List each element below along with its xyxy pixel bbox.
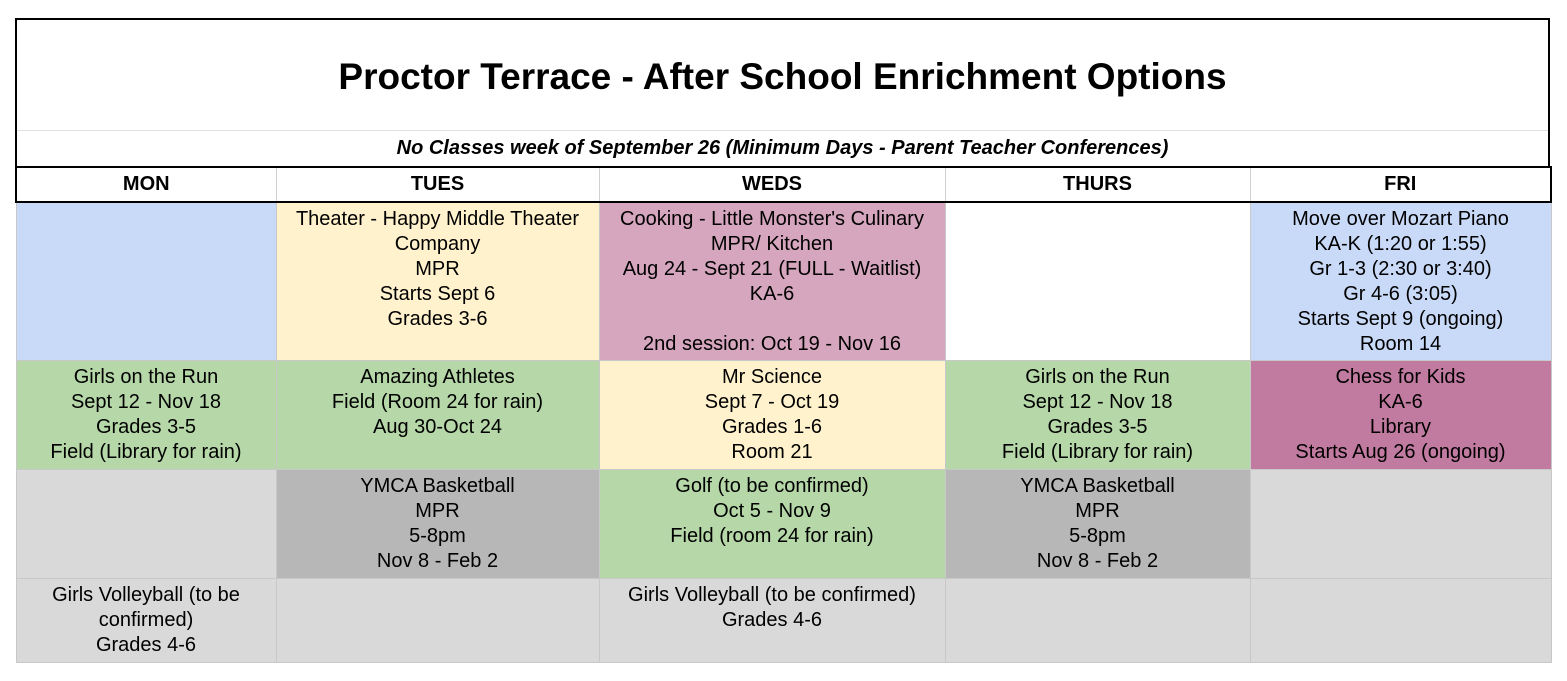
schedule-row: [16, 361, 1551, 470]
activity-cell[interactable]: [945, 579, 1250, 663]
day-header-row: [16, 167, 1551, 202]
activity-cell[interactable]: [276, 579, 599, 663]
day-header-mon[interactable]: MON: [16, 167, 276, 202]
activity-cell[interactable]: [945, 202, 1250, 361]
page-title: Proctor Terrace - After School Enrichment Options: [338, 56, 1227, 97]
activity-cell[interactable]: [16, 202, 276, 361]
activity-cell[interactable]: Girls on the Run Sept 12 - Nov 18 Grades 3-5 Field (Library for rain): [945, 361, 1250, 470]
activity-cell[interactable]: Move over Mozart Piano KA-K (1:20 or 1:55) Gr 1-3 (2:30 or 3:40) Gr 4-6 (3:05) Starts Sept 9 (ongoing) Room 14: [1250, 202, 1551, 361]
schedule-sheet: [15, 18, 1550, 663]
activity-cell[interactable]: [1250, 470, 1551, 579]
activity-cell[interactable]: Girls Volleyball (to be confirmed) Grades 4-6: [16, 579, 276, 663]
activity-cell[interactable]: YMCA Basketball MPR 5-8pm Nov 8 - Feb 2: [276, 470, 599, 579]
activity-cell[interactable]: [1250, 579, 1551, 663]
notice-cell[interactable]: [15, 131, 1550, 166]
activity-cell[interactable]: [16, 470, 276, 579]
activity-cell[interactable]: Mr Science Sept 7 - Oct 19 Grades 1-6 Room 21: [599, 361, 945, 470]
day-header-fri[interactable]: FRI: [1250, 167, 1551, 202]
title-cell[interactable]: [15, 18, 1550, 130]
activity-cell[interactable]: Cooking - Little Monster's Culinary MPR/ Kitchen Aug 24 - Sept 21 (FULL - Waitlist) KA-6 2nd session: Oct 19 - Nov 16: [599, 202, 945, 361]
activity-cell[interactable]: Amazing Athletes Field (Room 24 for rain) Aug 30-Oct 24: [276, 361, 599, 470]
activity-cell[interactable]: YMCA Basketball MPR 5-8pm Nov 8 - Feb 2: [945, 470, 1250, 579]
schedule-row: [16, 579, 1551, 663]
activity-cell[interactable]: Girls Volleyball (to be confirmed) Grades 4-6: [599, 579, 945, 663]
day-header-tues[interactable]: TUES: [276, 167, 599, 202]
activity-cell[interactable]: Girls on the Run Sept 12 - Nov 18 Grades 3-5 Field (Library for rain): [16, 361, 276, 470]
schedule-table: [15, 166, 1552, 663]
activity-cell[interactable]: Chess for Kids KA-6 Library Starts Aug 26 (ongoing): [1250, 361, 1551, 470]
no-classes-notice: No Classes week of September 26 (Minimum Days - Parent Teacher Conferences): [396, 137, 1169, 159]
day-header-thurs[interactable]: THURS: [945, 167, 1250, 202]
activity-cell[interactable]: Golf (to be confirmed) Oct 5 - Nov 9 Field (room 24 for rain): [599, 470, 945, 579]
activity-cell[interactable]: Theater - Happy Middle Theater Company MPR Starts Sept 6 Grades 3-6: [276, 202, 599, 361]
schedule-row: [16, 202, 1551, 361]
schedule-row: [16, 470, 1551, 579]
day-header-weds[interactable]: WEDS: [599, 167, 945, 202]
